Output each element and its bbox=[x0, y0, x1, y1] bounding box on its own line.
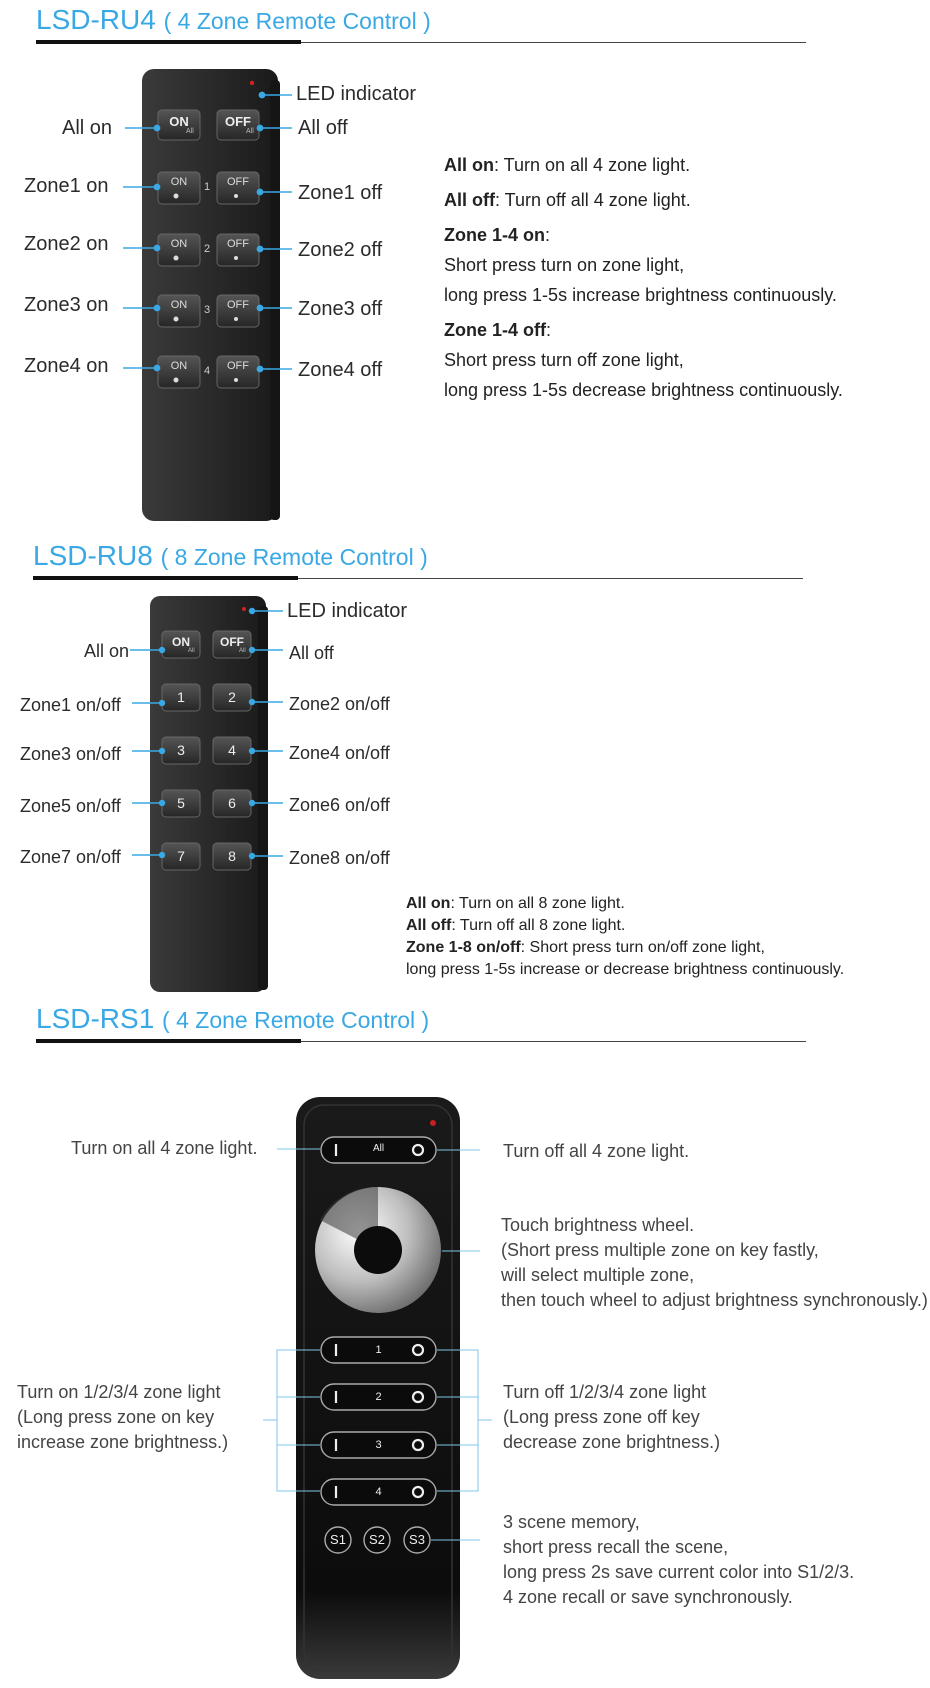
ru4-key-zone2-off[interactable]: OFF bbox=[227, 238, 249, 250]
rs1-scene-line-1: 3 scene memory, bbox=[503, 1512, 640, 1532]
rs1-key-s3-text[interactable]: S3 bbox=[409, 1532, 425, 1547]
rs1-turn-off-all: Turn off all 4 zone light. bbox=[503, 1141, 690, 1161]
ru4-led-indicator-label: LED indicator bbox=[296, 83, 417, 105]
ru8-label-zone2: Zone2 on/off bbox=[289, 694, 390, 714]
rs1-key-s2-text[interactable]: S2 bbox=[369, 1532, 385, 1547]
ru4-desc-zone-off-line2: long press 1-5s decrease brightness continuously. bbox=[444, 380, 843, 400]
ru4-zone-number-3: 3 bbox=[204, 304, 211, 316]
rs1-wheel-line-1: Touch brightness wheel. bbox=[501, 1215, 695, 1235]
ru8-key-all-on-sub: All bbox=[188, 648, 195, 654]
sun-icon bbox=[174, 256, 179, 261]
rs1-title bbox=[36, 1003, 429, 1035]
dot-icon bbox=[234, 317, 238, 321]
ru4-key-zone1-off[interactable]: OFF bbox=[227, 176, 249, 188]
ru4-model: LSD-RU4 bbox=[36, 4, 156, 35]
rs1-key-all-text[interactable]: All bbox=[372, 1143, 385, 1154]
ru8-key-8[interactable]: 8 bbox=[228, 848, 236, 864]
rs1-left-zone-line-2: (Long press zone on key bbox=[17, 1407, 215, 1427]
ru4-description bbox=[444, 150, 843, 405]
rs1-key-2-text[interactable]: 2 bbox=[375, 1391, 382, 1403]
ru4-desc-all-off: All off: Turn off all 4 zone light. bbox=[444, 190, 691, 210]
ru4-title bbox=[36, 4, 431, 36]
ru8-label-zone8: Zone8 on/off bbox=[289, 848, 390, 868]
ru4-label-zone4-on: Zone4 on bbox=[24, 355, 109, 377]
rs1-wheel-line-2: (Short press multiple zone on key fastly, bbox=[501, 1240, 819, 1260]
ru4-key-zone3-off[interactable]: OFF bbox=[227, 299, 249, 311]
ru4-key-all-on-text[interactable]: ON bbox=[169, 114, 189, 129]
ru4-desc-zone-off: Zone 1-4 off: bbox=[444, 320, 552, 340]
rs1-scene-description bbox=[503, 1510, 854, 1610]
rs1-scene-line-4: 4 zone recall or save synchronously. bbox=[503, 1587, 793, 1607]
rs1-model: LSD-RS1 bbox=[36, 1003, 155, 1034]
rs1-key-3-text[interactable]: 3 bbox=[375, 1439, 382, 1451]
ru4-label-zone2-off: Zone2 off bbox=[298, 239, 383, 261]
ru8-key-4[interactable]: 4 bbox=[228, 742, 236, 758]
rs1-wheel-description bbox=[501, 1213, 928, 1313]
ru4-key-zone4-off[interactable]: OFF bbox=[227, 360, 249, 372]
ru4-label-zone2-on: Zone2 on bbox=[24, 233, 109, 255]
ru4-label-zone1-off: Zone1 off bbox=[298, 182, 383, 204]
ru8-key-1[interactable]: 1 bbox=[177, 689, 185, 705]
ru4-zone-number-2: 2 bbox=[204, 243, 211, 255]
rs1-remote bbox=[296, 1097, 460, 1679]
ru8-remote bbox=[150, 596, 268, 992]
ru4-label-zone1-on: Zone1 on bbox=[24, 175, 109, 197]
rs1-scene-line-3: long press 2s save current color into S1/2/3. bbox=[503, 1562, 855, 1582]
ru8-model: LSD-RU8 bbox=[33, 540, 153, 571]
ru8-label-zone6: Zone6 on/off bbox=[289, 795, 390, 815]
ru8-description bbox=[406, 893, 844, 981]
ru4-zone-number-4: 4 bbox=[204, 365, 211, 377]
ru8-led-icon bbox=[242, 607, 246, 611]
ru8-key-all-off-sub: All bbox=[239, 648, 246, 654]
ru8-desc-zone-line2: long press 1-5s increase or decrease brightness continuously. bbox=[406, 961, 845, 978]
rs1-left-zone-line-3: increase zone brightness.) bbox=[17, 1432, 229, 1452]
rs1-left-zone-line-1: Turn on 1/2/3/4 zone light bbox=[17, 1382, 221, 1402]
ru8-subtitle: ( 8 Zone Remote Control ) bbox=[160, 544, 428, 570]
sun-icon bbox=[174, 317, 179, 322]
ru4-key-zone3-on[interactable]: ON bbox=[170, 299, 188, 311]
ru4-remote bbox=[142, 69, 280, 521]
rs1-rule-accent bbox=[36, 1039, 301, 1043]
ru8-rule-accent bbox=[33, 576, 298, 580]
rs1-led-icon bbox=[430, 1120, 436, 1126]
ru8-title bbox=[33, 540, 428, 572]
dot-icon bbox=[234, 194, 238, 198]
ru8-key-5[interactable]: 5 bbox=[177, 795, 185, 811]
sun-icon bbox=[174, 194, 179, 199]
rs1-turn-on-all: Turn on all 4 zone light. bbox=[71, 1138, 258, 1158]
ru4-desc-zone-on-line2: long press 1-5s increase brightness continuously. bbox=[444, 285, 837, 305]
ru4-desc-all-on: All on: Turn on all 4 zone light. bbox=[444, 155, 691, 175]
ru8-label-zone1: Zone1 on/off bbox=[20, 695, 121, 715]
ru4-desc-zone-on: Zone 1-4 on: bbox=[444, 225, 551, 245]
ru4-desc-zone-on-line1: Short press turn on zone light, bbox=[444, 255, 685, 275]
ru4-label-all-on: All on bbox=[62, 117, 113, 139]
ru8-key-2[interactable]: 2 bbox=[228, 689, 236, 705]
ru4-label-zone3-on: Zone3 on bbox=[24, 294, 109, 316]
ru4-label-all-off: All off bbox=[298, 117, 348, 139]
dot-icon bbox=[234, 256, 238, 260]
ru8-desc-all-off: All off: Turn off all 8 zone light. bbox=[406, 917, 626, 934]
ru4-key-all-on-sub: All bbox=[186, 128, 194, 135]
rs1-right-zone-line-3: decrease zone brightness.) bbox=[503, 1432, 721, 1452]
ru4-led-icon bbox=[250, 81, 254, 85]
rs1-key-4-text[interactable]: 4 bbox=[375, 1486, 382, 1498]
ru4-key-all-off-sub: All bbox=[246, 128, 254, 135]
ru4-label-zone3-off: Zone3 off bbox=[298, 298, 383, 320]
rs1-right-zone-description bbox=[503, 1380, 720, 1455]
dot-icon bbox=[234, 378, 238, 382]
ru4-subtitle: ( 4 Zone Remote Control ) bbox=[163, 8, 431, 34]
ru8-key-6[interactable]: 6 bbox=[228, 795, 236, 811]
rs1-scene-line-2: short press recall the scene, bbox=[503, 1537, 729, 1557]
ru8-label-all-on: All on bbox=[84, 641, 130, 661]
ru8-key-all-off-text[interactable]: OFF bbox=[220, 635, 244, 649]
ru8-desc-zone: Zone 1-8 on/off: Short press turn on/off zone light, bbox=[406, 939, 765, 956]
ru4-key-all-off-text[interactable]: OFF bbox=[225, 114, 251, 129]
rs1-right-zone-line-2: (Long press zone off key bbox=[503, 1407, 700, 1427]
sun-icon bbox=[174, 378, 179, 383]
ru4-key-zone4-on[interactable]: ON bbox=[170, 360, 188, 372]
ru4-zone-number-1: 1 bbox=[204, 181, 211, 193]
ru8-label-all-off: All off bbox=[289, 643, 334, 663]
rs1-subtitle: ( 4 Zone Remote Control ) bbox=[162, 1007, 430, 1033]
ru8-label-zone3: Zone3 on/off bbox=[20, 744, 121, 764]
ru8-label-zone5: Zone5 on/off bbox=[20, 796, 121, 816]
ru8-label-zone7: Zone7 on/off bbox=[20, 847, 121, 867]
ru4-rule-accent bbox=[36, 40, 301, 44]
rs1-wheel-line-4: then touch wheel to adjust brightness synchronously.) bbox=[501, 1290, 928, 1310]
ru8-label-zone4: Zone4 on/off bbox=[289, 743, 390, 763]
rs1-right-zone-line-1: Turn off 1/2/3/4 zone light bbox=[503, 1382, 707, 1402]
rs1-left-zone-description bbox=[17, 1380, 228, 1455]
rs1-wheel-line-3: will select multiple zone, bbox=[501, 1265, 695, 1285]
ru4-key-zone1-on[interactable]: ON bbox=[170, 176, 188, 188]
ru8-led-indicator-label: LED indicator bbox=[287, 600, 408, 622]
ru4-label-zone4-off: Zone4 off bbox=[298, 359, 383, 381]
ru8-desc-all-on: All on: Turn on all 8 zone light. bbox=[406, 895, 625, 912]
ru8-key-all-on-text[interactable]: ON bbox=[172, 635, 190, 649]
rs1-key-s1-text[interactable]: S1 bbox=[330, 1532, 346, 1547]
ru8-key-7[interactable]: 7 bbox=[177, 848, 185, 864]
ru8-key-3[interactable]: 3 bbox=[177, 742, 185, 758]
ru4-desc-zone-off-line1: Short press turn off zone light, bbox=[444, 350, 684, 370]
ru4-key-zone2-on[interactable]: ON bbox=[170, 238, 188, 250]
rs1-key-1-text[interactable]: 1 bbox=[375, 1344, 382, 1356]
